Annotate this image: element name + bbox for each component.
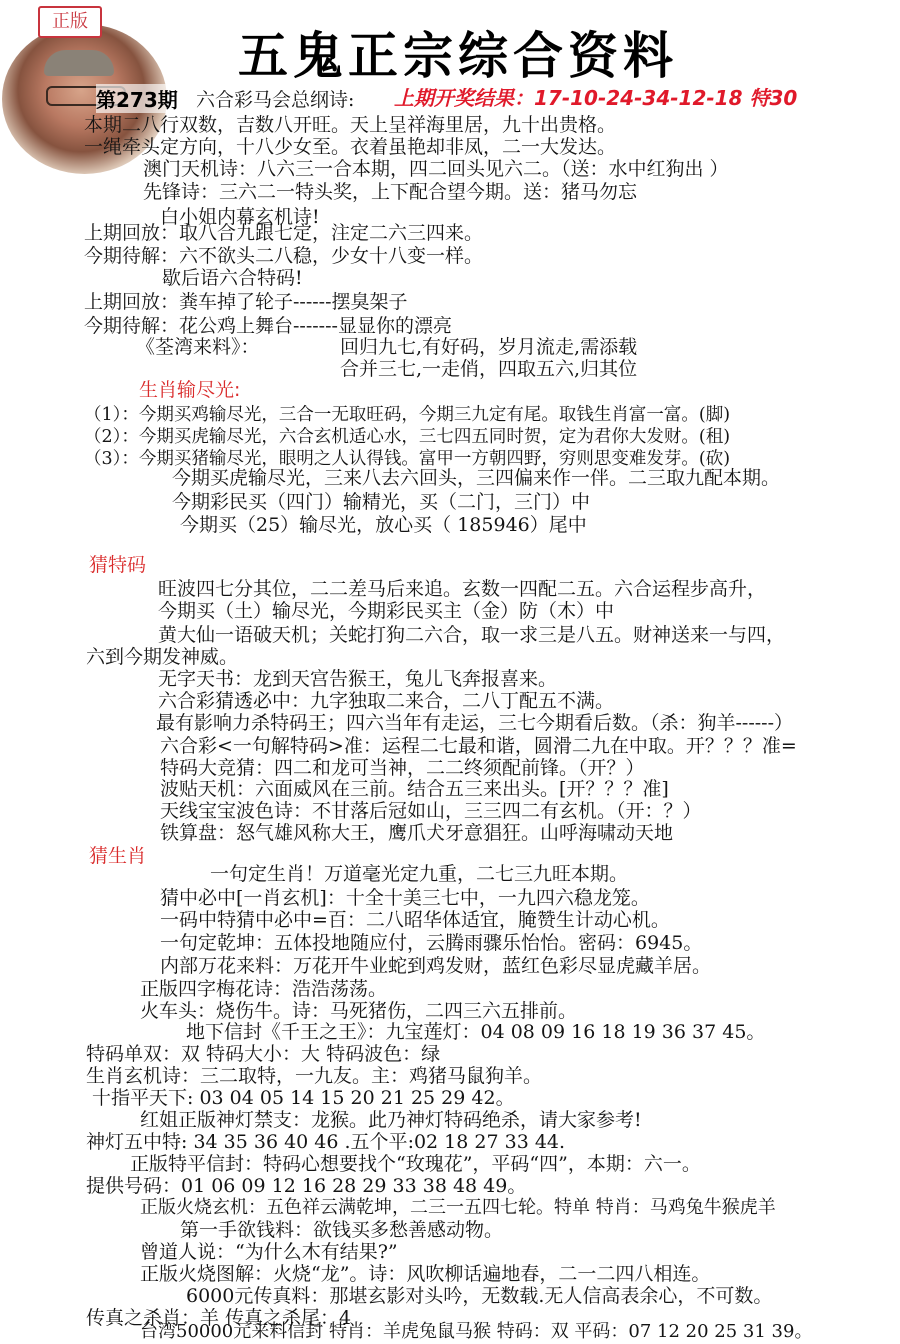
text-line: 六合彩<一句解特码>准：运程二七最和谐，圆滑二九在中取。开？？？准= xyxy=(160,735,797,757)
text-line: 特码单双：双 特码大小：大 特码波色：绿 xyxy=(86,1043,441,1065)
text-line: 最有影响力杀特码王；四六当年有走运，三七今期看后数。（杀：狗羊------） xyxy=(156,712,794,734)
text-line: （1）：今期买鸡输尽光，三合一无取旺码，今期三九定有尾。取钱生肖富一富。(脚) xyxy=(84,405,731,425)
issue-number: 第273期 xyxy=(96,84,178,113)
text-line: 台湾50000元来料信封 特肖：羊虎兔鼠马猴 特码：双 平码：07 12 20 25 31 39。 xyxy=(140,1321,813,1342)
text-line: 一绳牵头定方向，十八少女至。衣着虽艳却非凤，二一大发达。 xyxy=(84,136,617,158)
text-line: 正版特平信封：特码心想要找个“玫瑰花”，平码“四”，本期：六一。 xyxy=(130,1153,701,1175)
text-line: 火车头：烧伤牛。诗：马死猪伤，二四三六五排前。 xyxy=(140,1000,578,1022)
text-line: 天线宝宝波色诗：不甘落后冠如山，三三四二有玄机。（开：？） xyxy=(160,800,702,822)
text-line: 回归九七,有好码，岁月流走,需添载 xyxy=(340,336,638,358)
text-line: 铁算盘：怒气雄风称大王，鹰爪犬牙意猖狂。山呼海啸动天地 xyxy=(160,822,674,844)
text-line: （2）：今期买虎输尽光，六合玄机适心水，三七四五同时贺，定为君你大发财。(租) xyxy=(84,427,731,447)
text-line: 正版四字梅花诗：浩浩荡荡。 xyxy=(140,978,388,1000)
text-line: 上期回放：粪车掉了轮子------摆臭架子 xyxy=(84,291,408,313)
text-line: 地下信封《千王之王》：九宝莲灯：04 08 09 16 18 19 36 37 45。 xyxy=(186,1021,766,1043)
section-heading-guess-zodiac: 猜生肖 xyxy=(89,845,147,867)
text-line: 正版火烧玄机：五色祥云满乾坤，二三一五四七轮。特单 特肖：马鸡兔牛猴虎羊 xyxy=(140,1197,776,1218)
text-line: 传真之杀肖：羊 传真之杀尾：4 xyxy=(86,1307,352,1329)
text-line: 正版火烧图解：火烧“龙”。诗：风吹柳话遍地春，二一二四八相连。 xyxy=(140,1263,711,1285)
text-line: 歇后语六合特码! xyxy=(162,267,303,289)
section-heading-zodiac-lose: 生肖输尽光: xyxy=(139,379,241,401)
text-line: 第一手欲钱料：欲钱买多愁善感动物。 xyxy=(180,1219,504,1241)
text-line: 今期买（土）输尽光，今期彩民买主（金）防（木）中 xyxy=(158,600,615,622)
text-line: 今期待解：花公鸡上舞台-------显显你的漂亮 xyxy=(84,315,452,337)
text-line: 本期二八行双数，吉数八开旺。天上呈祥海里居，九十出贵格。 xyxy=(84,114,617,136)
text-line: 今期待解：六不欲头二八稳，少女十八变一样。 xyxy=(84,245,484,267)
text-line: 黄大仙一语破天机；关蛇打狗二六合，取一求三是八五。财神送来一与四， xyxy=(158,624,786,646)
text-line: 内部万花来料：万花开牛业蛇到鸡发财，蓝红色彩尽显虎藏羊居。 xyxy=(160,955,712,977)
text-line: （3）：今期买猪输尽光，眼明之人认得钱。富甲一方朝四野，穷则思变难发芽。(砍) xyxy=(84,449,731,469)
text-line: 神灯五中特: 34 35 36 40 46 .五个平:02 18 27 33 44. xyxy=(86,1131,566,1153)
text-line: 《荃湾来料》： xyxy=(136,336,260,358)
text-line: 十指平天下: 03 04 05 14 15 20 21 25 29 42。 xyxy=(92,1087,515,1109)
text-line: 无字天书：龙到天宫告猴王，兔儿飞奔报喜来。 xyxy=(158,668,558,690)
text-line: 合并三七,一走俏，四取五六,归其位 xyxy=(340,358,638,380)
avatar-hair xyxy=(44,50,114,76)
text-line: 六合彩猜透必中：九字独取二来合，二八丁配五不满。 xyxy=(158,690,615,712)
text-line: 今期彩民买（四门）输精光，买（二门，三门）中 xyxy=(172,491,591,513)
text-line: 六到今期发神威。 xyxy=(86,646,239,668)
text-line: 猜中必中[一肖玄机]：十全十美三七中，一九四六稳龙笼。 xyxy=(160,887,650,909)
last-draw-result: 上期开奖结果：17-10-24-34-12-18 特30 xyxy=(394,86,798,110)
text-line: 曾道人说：“为什么木有结果?” xyxy=(140,1241,398,1263)
text-line: 红姐正版神灯禁支：龙猴。此乃神灯特码绝杀，请大家参考! xyxy=(140,1109,642,1131)
text-line: 澳门天机诗：八六三一合本期，四二回头见六二。（送：水中红狗出 ） xyxy=(143,158,729,180)
text-line: 提供号码：01 06 09 12 16 28 29 33 38 48 49。 xyxy=(86,1175,527,1197)
text-line: 今期买虎输尽光，三来八去六回头，三四偏来作一伴。二三取九配本期。 xyxy=(172,467,781,489)
text-line: 特码大竞猜：四二和龙可当神，二二终须配前锋。（开？） xyxy=(160,757,645,779)
text-line: 旺波四七分其位，二二差马后来追。玄数一四配二五。六合运程步高升， xyxy=(158,578,767,600)
text-line: 今期买（25）输尽光，放心买（ 185946）尾中 xyxy=(180,514,587,536)
page-title: 五鬼正宗综合资料 xyxy=(238,26,678,85)
text-line: 先锋诗：三六二一特头奖，上下配合望今期。送：猪马勿忘 xyxy=(143,181,638,203)
text-line: 六合彩马会总纲诗: xyxy=(196,89,355,111)
text-line: 一句定生肖！万道毫光定九重，二七三九旺本期。 xyxy=(210,863,629,885)
authentic-badge: 正版 xyxy=(38,6,102,38)
text-line: 一码中特猜中必中=百：二八昭华体适宜，腌赞生计动心机。 xyxy=(160,909,670,931)
text-line: 一句定乾坤：五体投地随应付，云腾雨骤乐怡怡。密码：6945。 xyxy=(160,932,703,954)
section-heading-guess-code: 猜特码 xyxy=(89,554,147,576)
text-line: 波贴天机：六面威风在三前。结合五三来出头。[开？？？准] xyxy=(160,778,669,800)
text-line: 6000元传真料：那堪玄影对头吟，无数载.无人信高表余心，不可数。 xyxy=(186,1285,773,1307)
text-line: 上期回放：取八合九跟七定，注定二六三四来。 xyxy=(84,222,484,244)
text-line: 生肖玄机诗：三二取特，一九友。主：鸡猪马鼠狗羊。 xyxy=(86,1065,543,1087)
text-line: 白小姐内幕玄机诗! xyxy=(160,206,320,228)
